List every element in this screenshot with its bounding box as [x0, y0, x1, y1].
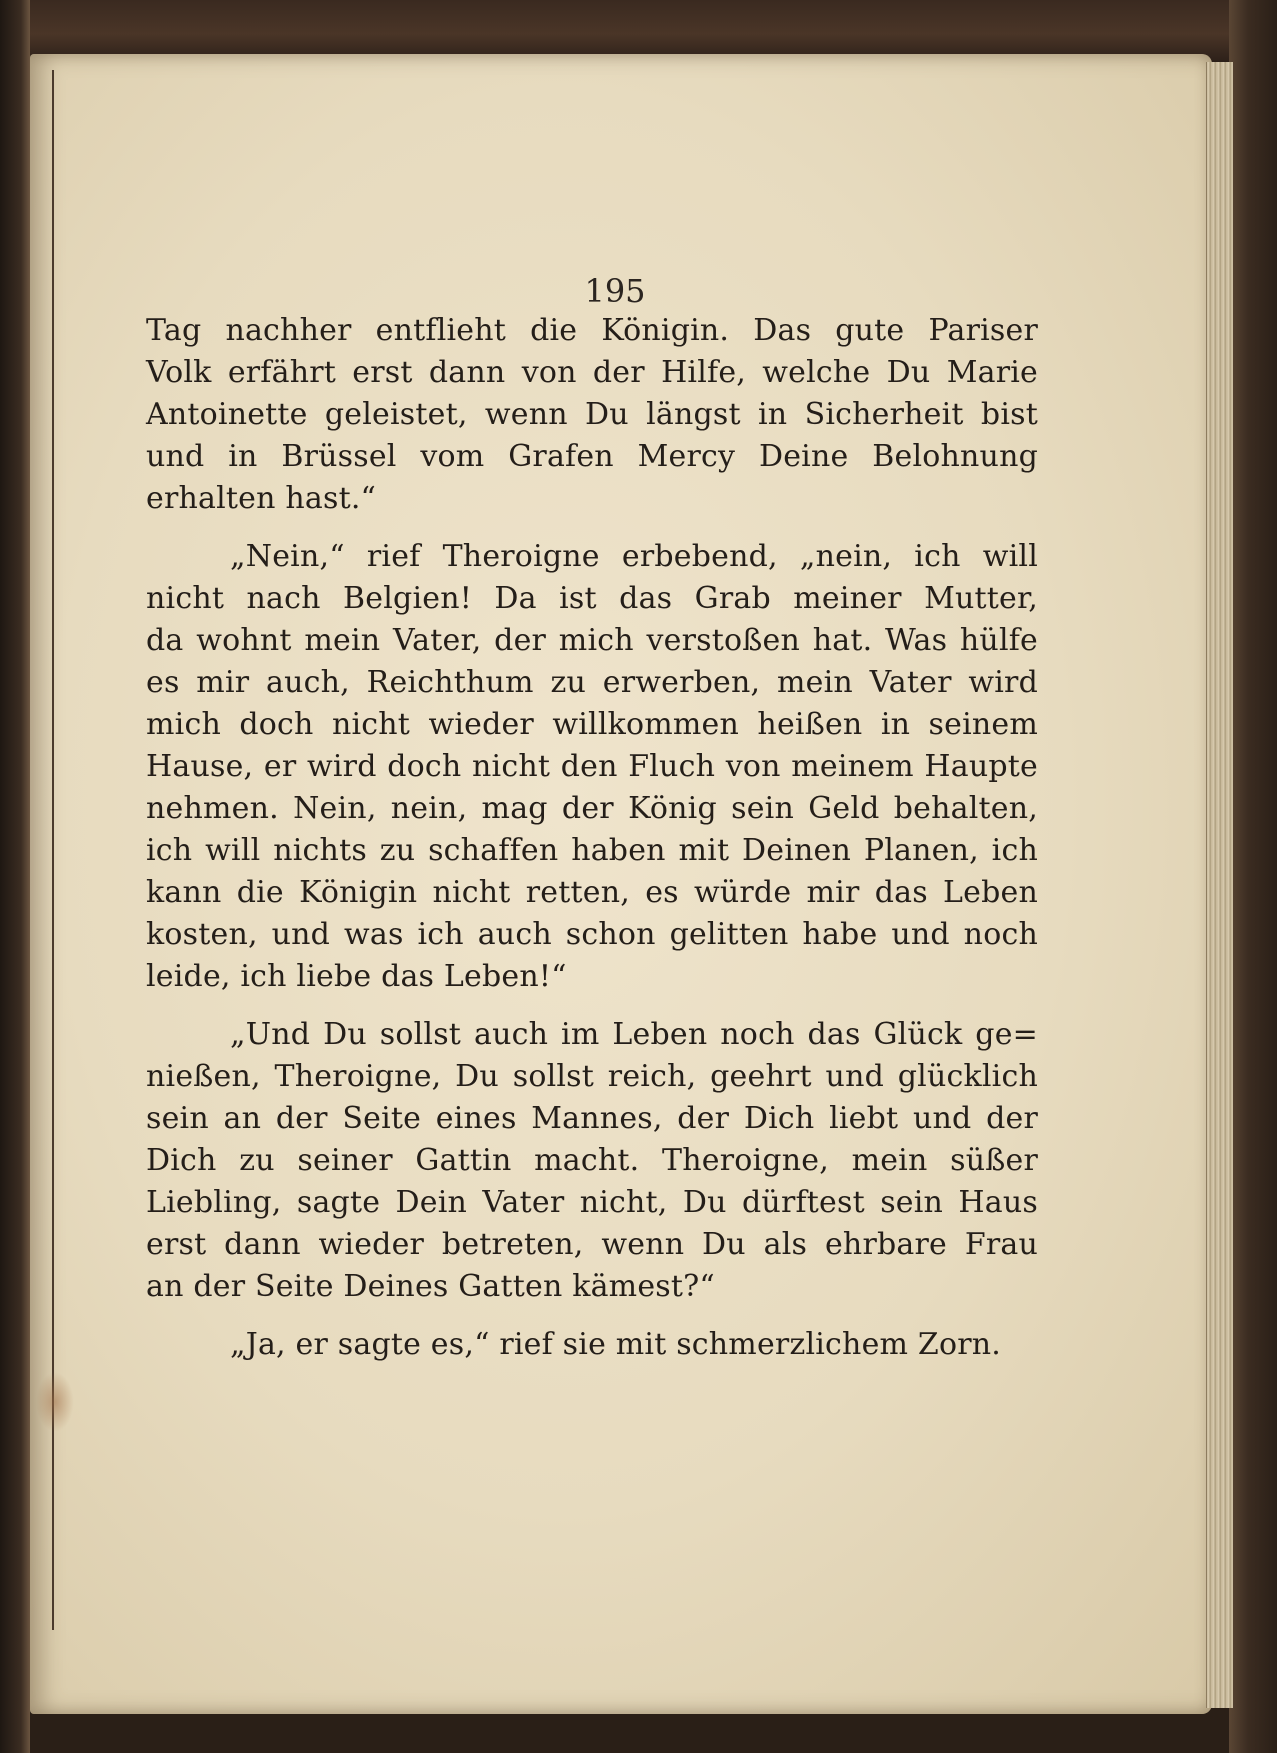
text-line: erst dann wieder betreten, wenn Du als ehrbare Frau [146, 1227, 1038, 1262]
text-line: Antoinette geleistet, wenn Du längst in Sicherheit bist [146, 397, 1038, 432]
text-line: Liebling, sagte Dein Vater nicht, Du dürftest sein Haus [146, 1185, 1038, 1220]
text-line: nießen, Theroigne, Du sollst reich, geehrt und glücklich [146, 1059, 1038, 1094]
text-line: ich will nichts zu schaffen haben mit Deinen Planen, ich [146, 833, 1038, 868]
text-line: es mir auch, Reichthum zu erwerben, mein Vater wird [146, 665, 1038, 700]
text-line: an der Seite Deines Gatten kämest?“ [146, 1269, 715, 1304]
text-line: sein an der Seite eines Mannes, der Dich liebt und der [146, 1101, 1038, 1136]
book-cover-right-edge [1229, 0, 1277, 1753]
page-body-text [146, 310, 1038, 1366]
book-spine [0, 0, 30, 1753]
text-line: da wohnt mein Vater, der mich verstoßen hat. Was hülfe [146, 623, 1038, 658]
paragraph [146, 310, 1038, 520]
text-line: „Nein,“ rief Theroigne erbebend, „nein, ich will [230, 539, 1038, 574]
paragraph [146, 1014, 1038, 1308]
text-line: kosten, und was ich auch schon gelitten habe und noch [146, 917, 1038, 952]
page-edges-stack [1206, 62, 1233, 1708]
text-line: nehmen. Nein, nein, mag der König sein Geld behalten, [146, 791, 1038, 826]
text-line: leide, ich liebe das Leben!“ [146, 959, 567, 994]
paper-stain [36, 1372, 74, 1432]
text-line: Hause, er wird doch nicht den Fluch von meinem Haupte [146, 749, 1038, 784]
text-line: mich doch nicht wieder willkommen heißen in seinem [146, 707, 1038, 742]
page-number: 195 [584, 272, 646, 310]
text-line: erhalten hast.“ [146, 481, 377, 516]
paragraph [146, 536, 1038, 998]
paragraph [146, 1324, 1038, 1366]
text-line: Volk erfährt erst dann von der Hilfe, welche Du Marie [146, 355, 1038, 390]
text-line: nicht nach Belgien! Da ist das Grab meiner Mutter, [146, 581, 1038, 616]
text-line: und in Brüssel vom Grafen Mercy Deine Belohnung [146, 439, 1038, 474]
text-line: Dich zu seiner Gattin macht. Theroigne, mein süßer [146, 1143, 1038, 1178]
text-line: Tag nachher entflieht die Königin. Das gute Pariser [146, 313, 1038, 348]
text-line: „Und Du sollst auch im Leben noch das Glück ge= [230, 1017, 1038, 1052]
text-line: kann die Königin nicht retten, es würde mir das Leben [146, 875, 1038, 910]
text-line: „Ja, er sagte es,“ rief sie mit schmerzlichem Zorn. [230, 1327, 1002, 1362]
book-cover-top-edge [0, 0, 1277, 62]
